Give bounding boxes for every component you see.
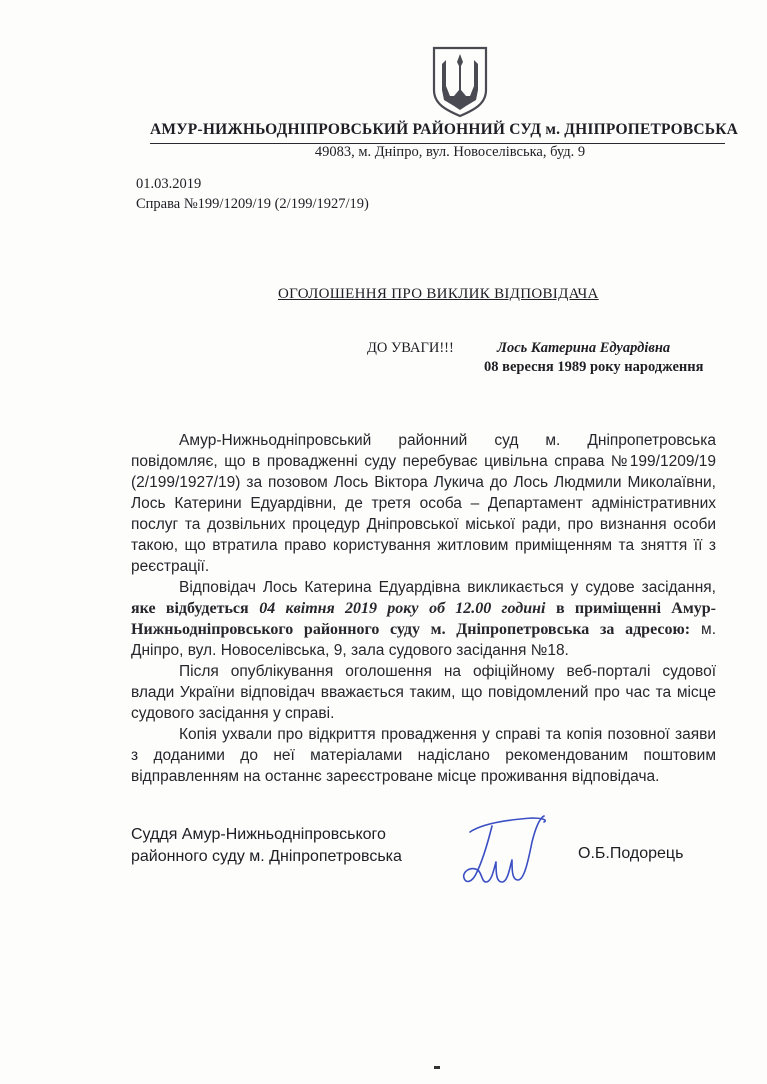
case-number: Справа №199/1209/19 (2/199/1927/19): [136, 196, 369, 212]
hearing-text-d: м. Дніпро, вул. Новоселівська, 9, зала судового засідання №18.: [131, 621, 716, 659]
paragraph-copy: Копія ухвали про відкриття провадження у справі та копія позовної заяви з доданими до неї матеріалами надіслано рекомендованим поштовим відправленням на останнє зареєстроване місце проживання відповідача.: [131, 726, 716, 785]
hearing-time: об 12.00 годині: [429, 600, 546, 617]
handwritten-signature: [452, 812, 562, 892]
paragraph-publication: Після опублікування оголошення на офіційному веб-порталі судової влади України відповідач вважається таким, що повідомлений про час та місце судового засідання у справі.: [131, 663, 716, 722]
judge-title: [131, 824, 402, 868]
judge-name: О.Б.Подорець: [578, 845, 684, 862]
defendant-birth-date: 08 вересня 1989 року народження: [484, 359, 704, 375]
document-date: 01.03.2019: [136, 176, 202, 192]
paragraph-case-info-text: Амур-Нижньодніпровський районний суд м. Дніпропетровська повідомляє, що в провадженні суду перебуває цивільна справа №199/1209/19 (2/199/1927/19) за позовом Лось Віктора Лукича до Лось Людмили Миколаївни, Лось Катерини Едуардівни, де третя особа – Департамент адміністративних послуг та дозвільних процедур Дніпровської міської ради, про визнання особи такою, що втратила право користування житловим приміщенням та зняття її з реєстрації.: [131, 432, 716, 575]
court-name: АМУР-НИЖНЬОДНІПРОВСЬКИЙ РАЙОННИЙ СУД м. ДНІПРОПЕТРОВСЬКА: [150, 121, 725, 144]
paragraph-hearing: [131, 577, 716, 661]
notice-body: [131, 430, 716, 787]
court-address: 49083, м. Дніпро, вул. Новоселівська, буд. 9: [314, 144, 586, 160]
notice-title: ОГОЛОШЕННЯ ПРО ВИКЛИК ВІДПОВІДАЧА: [278, 286, 599, 302]
hearing-text-b: яке відбудеться: [131, 600, 249, 617]
hearing-date: 04 квітня 2019 року: [259, 600, 419, 617]
defendant-name: Лось Катерина Едуардівна: [497, 340, 671, 356]
judge-title-line1: Суддя Амур-Нижньодніпровського: [131, 826, 386, 843]
judge-title-line2: районного суду м. Дніпропетровська: [131, 848, 402, 865]
page-mark: [434, 1066, 440, 1069]
hearing-text-c: в приміщенні Амур-Нижньодніпровського районного суду м. Дніпропетровська за адресою:: [131, 600, 716, 638]
trident-emblem-icon: [430, 46, 490, 118]
paragraph-case-info: [131, 430, 716, 577]
attention-label: ДО УВАГИ!!!: [367, 340, 454, 356]
hearing-text-a: Відповідач Лось Катерина Едуардівна викликається у судове засідання,: [179, 579, 716, 596]
